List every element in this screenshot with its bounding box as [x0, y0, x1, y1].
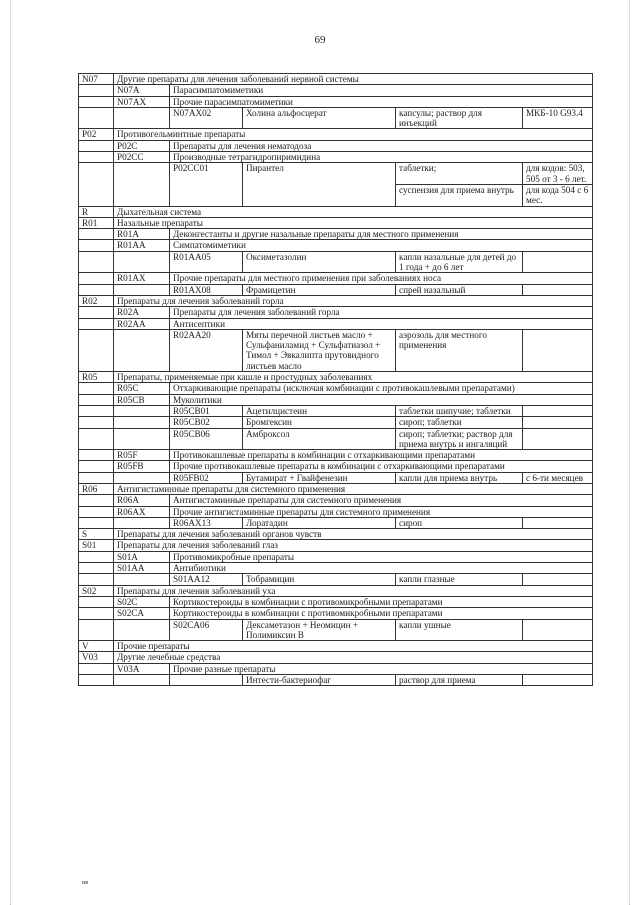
group-code: S	[79, 529, 114, 540]
group-code: S02	[79, 585, 114, 596]
dosage-form: капли ушные	[396, 619, 523, 641]
drug-name: Лоратадин	[243, 517, 396, 528]
dosage-form: суспензия для приема внутрь	[396, 184, 523, 206]
subgroup-title: Прочие парасимпатомиметики	[170, 96, 593, 107]
group-title: Препараты для лечения заболеваний органов чувств	[114, 529, 593, 540]
dosage-form: капли назальные для детей до 1 года + до 6 лет	[396, 251, 523, 273]
blank-cell	[79, 307, 114, 318]
atc-code: N07AX02	[170, 107, 243, 129]
subgroup-row	[79, 273, 593, 284]
blank-cell	[79, 140, 114, 151]
drug-name: Интести-бактериофаг	[243, 675, 396, 686]
group-title: Препараты для лечения заболеваний глаз	[114, 540, 593, 551]
blank-cell	[79, 383, 114, 394]
dosage-form: сироп	[396, 517, 523, 528]
drug-row	[79, 574, 593, 585]
blank-cell	[79, 506, 114, 517]
subgroup-code: R05C	[114, 383, 170, 394]
dosage-form: капли для приема внутрь	[396, 472, 523, 483]
drug-row	[79, 251, 593, 273]
subgroup-title: Антисептики	[170, 318, 593, 329]
atc-code: R01AX08	[170, 284, 243, 295]
group-row	[79, 129, 593, 140]
drug-registry-table	[78, 73, 593, 686]
blank-cell	[79, 517, 114, 528]
drug-name: Дексаметазон + Неомицин + Полимиксин В	[243, 619, 396, 641]
group-row	[79, 529, 593, 540]
drug-row	[79, 329, 593, 371]
subgroup-row	[79, 85, 593, 96]
subgroup-row	[79, 551, 593, 562]
blank-cell	[114, 163, 170, 206]
drug-name: Ацетилцистеин	[243, 405, 396, 416]
group-title: Препараты для лечения заболеваний горла	[114, 295, 593, 306]
group-code: R06	[79, 483, 114, 494]
subgroup-code: P02CC	[114, 152, 170, 163]
subgroup-code: N07AX	[114, 96, 170, 107]
subgroup-row	[79, 506, 593, 517]
blank-cell	[79, 472, 114, 483]
group-title: Другие лечебные средства	[114, 652, 593, 663]
group-title: Антигистаминные препараты для системного применения	[114, 483, 593, 494]
blank-cell	[114, 405, 170, 416]
blank-cell	[79, 284, 114, 295]
group-code: S01	[79, 540, 114, 551]
blank-cell	[114, 107, 170, 129]
blank-cell	[79, 619, 114, 641]
atc-code	[170, 675, 243, 686]
atc-code: R05CB06	[170, 428, 243, 450]
subgroup-title: Антигистаминные препараты для системного применения	[170, 495, 593, 506]
drug-row	[79, 675, 593, 686]
subgroup-title: Симпатомиметики	[170, 240, 593, 251]
drug-name: Бутамират + Гвайфенезин	[243, 472, 396, 483]
group-row	[79, 217, 593, 228]
drug-row	[79, 619, 593, 641]
blank-cell	[79, 318, 114, 329]
subgroup-title: Антибиотики	[170, 563, 593, 574]
subgroup-title: Прочие препараты для местного применения при заболеваниях носа	[170, 273, 593, 284]
dosage-form: сироп; таблетки	[396, 417, 523, 428]
group-row	[79, 483, 593, 494]
drug-row	[79, 284, 593, 295]
blank-cell	[114, 417, 170, 428]
atc-code: S02CA06	[170, 619, 243, 641]
dosage-form: капсулы; раствор для инъекций	[396, 107, 523, 129]
drug-name: Холина альфосцерат	[243, 107, 396, 129]
note: МКБ-10 G93.4	[523, 107, 593, 129]
subgroup-row	[79, 394, 593, 405]
atc-code: R01AA05	[170, 251, 243, 273]
group-code: R	[79, 206, 114, 217]
note	[523, 251, 593, 273]
subgroup-row	[79, 563, 593, 574]
subgroup-code: R01AX	[114, 273, 170, 284]
subgroup-title: Парасимпатомиметики	[170, 85, 593, 96]
subgroup-code: R02AA	[114, 318, 170, 329]
subgroup-row	[79, 96, 593, 107]
subgroup-code: S02CA	[114, 608, 170, 619]
drug-row	[79, 405, 593, 416]
note: с 6-ти месяцев	[523, 472, 593, 483]
subgroup-code: S02C	[114, 596, 170, 607]
note	[523, 574, 593, 585]
blank-cell	[79, 251, 114, 273]
page-number: 69	[314, 34, 326, 46]
subgroup-row	[79, 608, 593, 619]
subgroup-row	[79, 140, 593, 151]
subgroup-row	[79, 229, 593, 240]
atc-code: P02CC01	[170, 163, 243, 206]
group-code: R05	[79, 372, 114, 383]
note	[523, 517, 593, 528]
group-title: Прочие препараты	[114, 641, 593, 652]
subgroup-row	[79, 596, 593, 607]
group-row	[79, 295, 593, 306]
atc-code: R05FB02	[170, 472, 243, 483]
drug-name: Оксиметазолин	[243, 251, 396, 273]
note	[523, 675, 593, 686]
blank-cell	[79, 574, 114, 585]
dosage-form: капли глазные	[396, 574, 523, 585]
atc-code: R06AX13	[170, 517, 243, 528]
subgroup-title: Прочие разные препараты	[170, 663, 593, 674]
blank-cell	[79, 273, 114, 284]
subgroup-title: Кортикостероиды в комбинации с противомикробными препаратами	[170, 608, 593, 619]
group-row	[79, 540, 593, 551]
drug-row	[79, 107, 593, 129]
drug-row	[79, 472, 593, 483]
blank-cell	[79, 152, 114, 163]
blank-cell	[114, 329, 170, 371]
subgroup-code: V03A	[114, 663, 170, 674]
blank-cell	[114, 284, 170, 295]
group-code: N07	[79, 74, 114, 85]
blank-cell	[79, 663, 114, 674]
subgroup-row	[79, 663, 593, 674]
blank-cell	[79, 85, 114, 96]
blank-cell	[114, 675, 170, 686]
drug-row	[79, 517, 593, 528]
subgroup-row	[79, 318, 593, 329]
subgroup-title: Муколитики	[170, 394, 593, 405]
dosage-form: спрей назальный	[396, 284, 523, 295]
subgroup-row	[79, 450, 593, 461]
subgroup-title: Отхаркивающие препараты (исключая комбинации с противокашлевыми препаратами)	[170, 383, 593, 394]
atc-code: R05CB02	[170, 417, 243, 428]
note	[523, 405, 593, 416]
dosage-form: аэрозоль для местного применения	[396, 329, 523, 371]
group-row	[79, 372, 593, 383]
right-scan-edge	[629, 0, 631, 905]
blank-cell	[79, 608, 114, 619]
blank-cell	[79, 107, 114, 129]
note	[523, 417, 593, 428]
footer-mark: нв	[82, 880, 89, 886]
blank-cell	[79, 450, 114, 461]
drug-name: Мяты перечной листьев масло + Сульфаниламид + Сульфатиазол + Тимол + Эвкалипта прутовидного листьев масло	[243, 329, 396, 371]
dosage-form: сироп; таблетки; раствор для приема внутрь и ингаляций	[396, 428, 523, 450]
group-code: V03	[79, 652, 114, 663]
blank-cell	[79, 495, 114, 506]
subgroup-code: R06A	[114, 495, 170, 506]
group-code: R01	[79, 217, 114, 228]
atc-code: S01AA12	[170, 574, 243, 585]
blank-cell	[79, 240, 114, 251]
group-title: Противогельминтные препараты	[114, 129, 593, 140]
subgroup-code: P02C	[114, 140, 170, 151]
dosage-form: таблетки шипучие; таблетки	[396, 405, 523, 416]
subgroup-row	[79, 461, 593, 472]
group-title: Назальные препараты	[114, 217, 593, 228]
note: для кодов: 503, 505 от 3 - 6 лет.	[523, 163, 593, 185]
note	[523, 329, 593, 371]
blank-cell	[79, 329, 114, 371]
group-row	[79, 74, 593, 85]
group-code: V	[79, 641, 114, 652]
drug-row	[79, 428, 593, 450]
subgroup-title: Прочие антигистаминные препараты для системного применения	[170, 506, 593, 517]
drug-row	[79, 163, 593, 185]
blank-cell	[79, 405, 114, 416]
dosage-form: таблетки;	[396, 163, 523, 185]
dosage-form: раствор для приема	[396, 675, 523, 686]
blank-cell	[79, 596, 114, 607]
subgroup-title: Препараты для лечения нематодоза	[170, 140, 593, 151]
note	[523, 284, 593, 295]
blank-cell	[114, 574, 170, 585]
subgroup-title: Противомикробные препараты	[170, 551, 593, 562]
atc-code: R02AA20	[170, 329, 243, 371]
subgroup-row	[79, 240, 593, 251]
group-title: Препараты для лечения заболеваний уха	[114, 585, 593, 596]
group-title: Препараты, применяемые при кашле и простудных заболеваниях	[114, 372, 593, 383]
blank-cell	[114, 428, 170, 450]
group-title: Дыхательная система	[114, 206, 593, 217]
subgroup-code: S01A	[114, 551, 170, 562]
blank-cell	[79, 394, 114, 405]
subgroup-row	[79, 495, 593, 506]
note	[523, 619, 593, 641]
blank-cell	[79, 551, 114, 562]
subgroup-code: R05F	[114, 450, 170, 461]
drug-name: Пирантел	[243, 163, 396, 206]
subgroup-code: R05FB	[114, 461, 170, 472]
atc-code: R05CB01	[170, 405, 243, 416]
subgroup-row	[79, 307, 593, 318]
blank-cell	[79, 417, 114, 428]
group-code: R02	[79, 295, 114, 306]
subgroup-code: R05CB	[114, 394, 170, 405]
blank-cell	[114, 619, 170, 641]
subgroup-code: S01AA	[114, 563, 170, 574]
blank-cell	[79, 461, 114, 472]
subgroup-code: R02A	[114, 307, 170, 318]
drug-name: Фрамицетин	[243, 284, 396, 295]
group-row	[79, 652, 593, 663]
blank-cell	[114, 517, 170, 528]
group-row	[79, 206, 593, 217]
left-scan-edge	[10, 0, 12, 905]
subgroup-row	[79, 383, 593, 394]
subgroup-code: R01A	[114, 229, 170, 240]
subgroup-title: Противокашлевые препараты в комбинации с отхаркивающими препаратами	[170, 450, 593, 461]
subgroup-title: Прочие противокашлевые препараты в комбинации с отхаркивающими препаратами	[170, 461, 593, 472]
blank-cell	[79, 563, 114, 574]
subgroup-title: Кортикостероиды в комбинации с противомикробными препаратами	[170, 596, 593, 607]
blank-cell	[79, 229, 114, 240]
drug-name: Тобрамицин	[243, 574, 396, 585]
note: для кода 504 с 6 мес.	[523, 184, 593, 206]
drug-row	[79, 417, 593, 428]
drug-name: Амброксол	[243, 428, 396, 450]
blank-cell	[79, 163, 114, 206]
subgroup-title: Деконгестанты и другие назальные препараты для местного применения	[170, 229, 593, 240]
blank-cell	[79, 96, 114, 107]
blank-cell	[114, 251, 170, 273]
blank-cell	[79, 675, 114, 686]
blank-cell	[79, 428, 114, 450]
subgroup-title: Производные тетрагидропиримидина	[170, 152, 593, 163]
note	[523, 428, 593, 450]
subgroup-title: Препараты для лечения заболеваний горла	[170, 307, 593, 318]
blank-cell	[114, 472, 170, 483]
subgroup-code: R01AA	[114, 240, 170, 251]
drug-name: Бромгексин	[243, 417, 396, 428]
group-title: Другие препараты для лечения заболеваний нервной системы	[114, 74, 593, 85]
group-code: P02	[79, 129, 114, 140]
group-row	[79, 585, 593, 596]
subgroup-row	[79, 152, 593, 163]
subgroup-code: R06AX	[114, 506, 170, 517]
subgroup-code: N07A	[114, 85, 170, 96]
group-row	[79, 641, 593, 652]
